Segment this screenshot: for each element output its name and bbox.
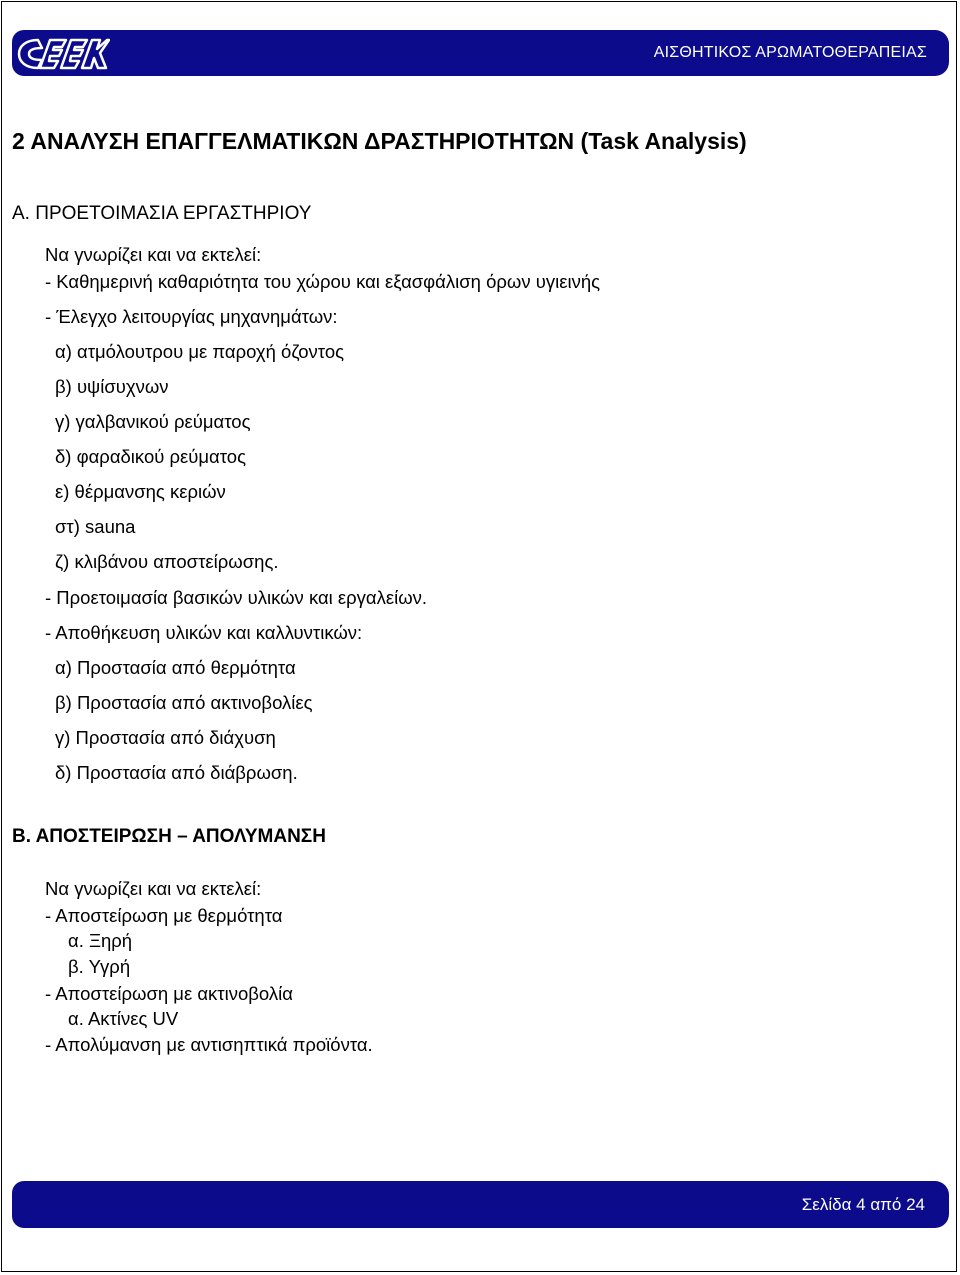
list-item: - Καθημερινή καθαριότητα του χώρου και εξασφάλιση όρων υγιεινής xyxy=(45,271,601,292)
footer-bar xyxy=(12,1181,949,1228)
list-item: γ) γαλβανικού ρεύματος xyxy=(55,411,251,432)
list-item: - Αποθήκευση υλικών και καλλυντικών: xyxy=(45,622,363,643)
list-item: - Έλεγχο λειτουργίας μηχανημάτων: xyxy=(45,306,338,327)
list-item: ζ) κλιβάνου αποστείρωσης. xyxy=(55,551,279,572)
list-item: β. Υγρή xyxy=(68,956,131,977)
list-item: - Προετοιμασία βασικών υλικών και εργαλείων. xyxy=(45,587,428,608)
list-item: α. Ακτίνες UV xyxy=(68,1008,179,1029)
list-item: δ) φαραδικού ρεύματος xyxy=(55,446,246,467)
list-item: στ) sauna xyxy=(55,516,136,537)
page-number: Σελίδα 4 από 24 xyxy=(801,1195,925,1214)
section-a-intro: Να γνωρίζει και να εκτελεί: xyxy=(45,244,262,265)
list-item: δ) Προστασία από διάβρωση. xyxy=(55,762,298,783)
section-a-title: Α. ΠΡΟΕΤΟΙΜΑΣΙΑ ΕΡΓΑΣΤΗΡΙΟΥ xyxy=(12,203,312,224)
list-item: β) Προστασία από ακτινοβολίες xyxy=(55,692,313,713)
list-item: ε) θέρμανσης κεριών xyxy=(55,481,226,502)
list-item: α. Ξηρή xyxy=(68,930,133,951)
list-item: β) υψίσυχνων xyxy=(55,376,169,397)
list-item: α) Προστασία από θερμότητα xyxy=(55,657,296,678)
ceek-logo xyxy=(16,34,110,79)
list-item: - Αποστείρωση με ακτινοβολία xyxy=(45,983,293,1004)
section-b-title: Β. ΑΠΟΣΤΕΙΡΩΣΗ – ΑΠΟΛΥΜΑΝΣΗ xyxy=(12,826,326,847)
list-item: - Αποστείρωση με θερμότητα xyxy=(45,905,283,926)
header-bar xyxy=(12,30,949,76)
list-item: - Απολύμανση με αντισηπτικά προϊόντα. xyxy=(45,1034,373,1055)
header-title: ΑΙΣΘΗΤΙΚΟΣ ΑΡΩΜΑΤΟΘΕΡΑΠΕΙΑΣ xyxy=(653,44,927,61)
section-b-intro: Να γνωρίζει και να εκτελεί: xyxy=(45,878,262,899)
list-item: α) ατμόλουτρου με παροχή όζοντος xyxy=(55,341,345,362)
document-heading: 2 ΑΝΑΛΥΣΗ ΕΠΑΓΓΕΛΜΑΤΙΚΩΝ ΔΡΑΣΤΗΡΙΟΤΗΤΩΝ (Task Analysis) xyxy=(12,128,747,154)
list-item: γ) Προστασία από διάχυση xyxy=(55,727,276,748)
